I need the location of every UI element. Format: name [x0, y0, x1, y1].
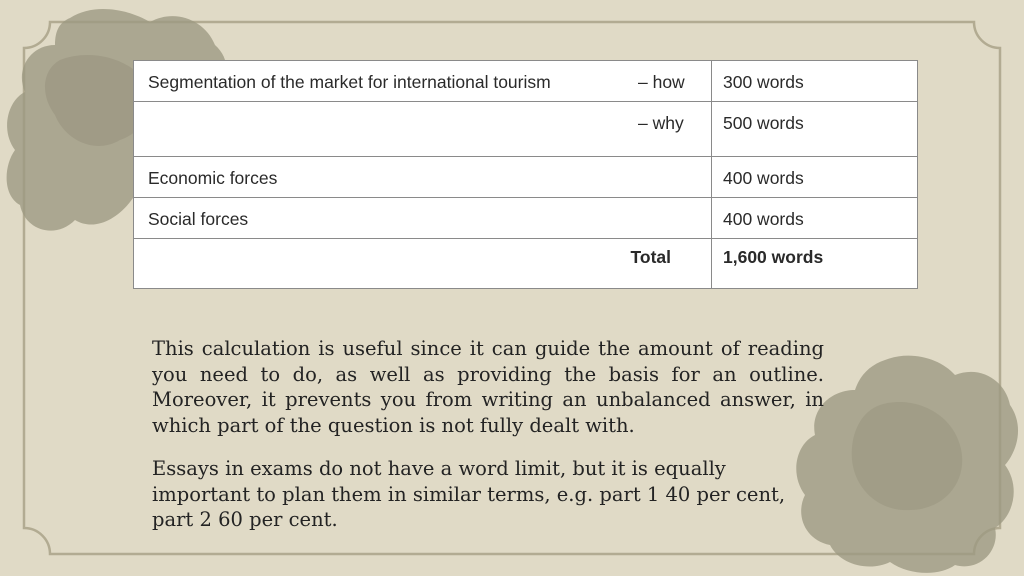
row-sublabel — [638, 156, 712, 197]
row-label: Segmentation of the market for international tourism — [134, 61, 639, 102]
table-row — [134, 198, 918, 239]
row-sublabel: – why — [638, 102, 712, 157]
table-row — [134, 61, 918, 102]
body-paragraph-1: This calculation is useful since it can guide the amount of reading you need to do, as well as providing the basis for an outline. Moreover, it prevents you from writing an unbalanced answer, in which part of the question is not fully dealt with. — [152, 337, 824, 437]
row-label: Social forces — [134, 198, 639, 239]
row-label — [134, 102, 639, 157]
word-allocation-table — [133, 60, 918, 289]
row-word-count: 500 words — [712, 102, 918, 157]
total-label: Total — [134, 239, 712, 289]
word-allocation-table-container — [133, 60, 918, 289]
watercolor-blot-bottom-right — [790, 350, 1024, 576]
body-paragraph-2: Essays in exams do not have a word limit, but it is equally important to plan them in similar terms, e.g. part 1 40 per cent, part 2 60 per cent. — [152, 457, 786, 531]
row-word-count: 300 words — [712, 61, 918, 102]
table-total-row — [134, 239, 918, 289]
row-sublabel — [638, 198, 712, 239]
table-row — [134, 156, 918, 197]
table-row — [134, 102, 918, 157]
total-word-count: 1,600 words — [712, 239, 918, 289]
row-word-count: 400 words — [712, 198, 918, 239]
row-word-count: 400 words — [712, 156, 918, 197]
row-label: Economic forces — [134, 156, 639, 197]
row-sublabel: – how — [638, 61, 712, 102]
